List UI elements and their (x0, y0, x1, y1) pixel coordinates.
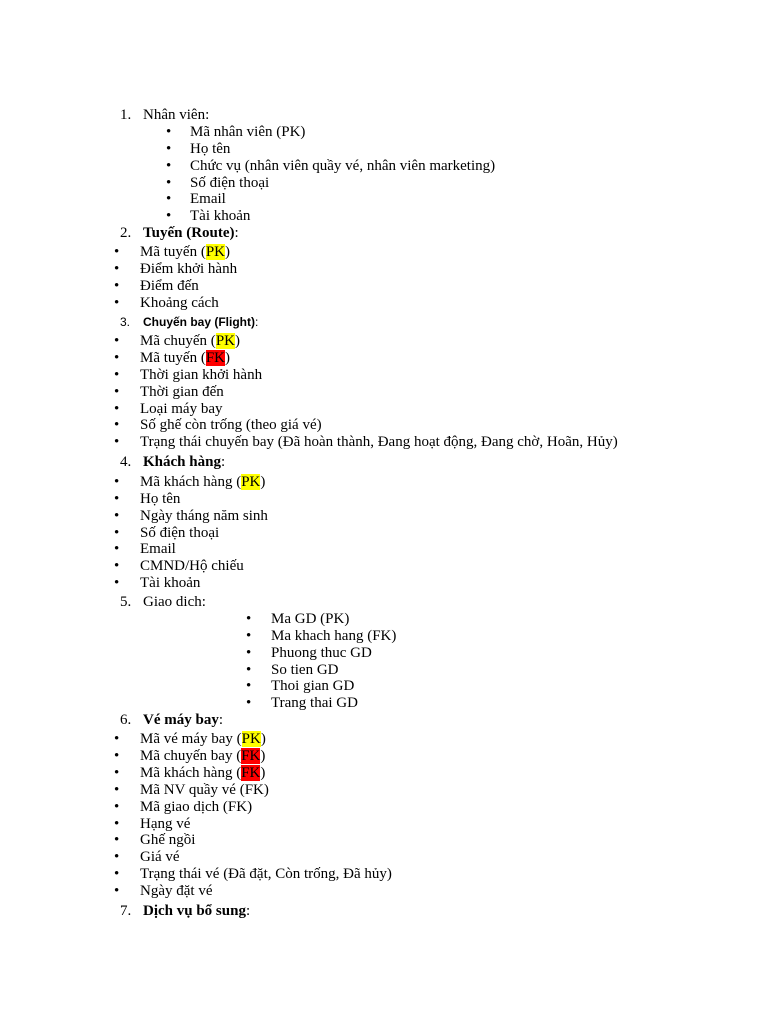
bullet: • (114, 782, 120, 798)
list-item-text: Mã chuyến bay (FK) (140, 748, 266, 764)
bullet: • (114, 575, 120, 591)
section-title: Vé máy bay (143, 712, 219, 728)
bullet: • (114, 384, 120, 400)
fk-highlight: FK (241, 748, 261, 764)
pk-highlight: PK (215, 333, 235, 349)
section-number: 4. (120, 454, 132, 470)
bullet: • (114, 434, 120, 450)
bullet: • (166, 191, 172, 207)
list-item-text: Hạng vé (140, 816, 191, 832)
bullet: • (114, 541, 120, 557)
fk-highlight: FK (241, 765, 261, 781)
list-item-text: Ngày tháng năm sinh (140, 508, 268, 524)
list-item-text: So tien GD (271, 662, 339, 678)
section-number: 6. (120, 712, 132, 728)
section-title: Khách hàng (143, 454, 221, 470)
bullet: • (114, 333, 120, 349)
bullet: • (114, 278, 120, 294)
bullet: • (166, 208, 172, 224)
bullet: • (114, 295, 120, 311)
section-title: Nhân viên: (143, 107, 210, 123)
list-item-text: Tài khoản (140, 575, 201, 591)
bullet: • (246, 662, 252, 678)
list-item-text: Thời gian đến (140, 384, 224, 400)
list-item-text: Trạng thái vé (Đã đặt, Còn trống, Đã hủy) (140, 866, 392, 882)
list-item-text: Tài khoản (190, 208, 251, 224)
bullet: • (114, 350, 120, 366)
list-item-text: Email (140, 541, 176, 557)
bullet: • (114, 558, 120, 574)
bullet: • (114, 474, 120, 490)
bullet: • (114, 832, 120, 848)
list-item-text: Điểm khởi hành (140, 261, 238, 277)
bullet: • (114, 731, 120, 747)
list-item-text: Mã tuyến (PK) (140, 244, 231, 260)
section-number: 1. (120, 107, 132, 123)
bullet: • (114, 261, 120, 277)
bullet: • (114, 748, 120, 764)
list-item-text: Ma GD (PK) (271, 611, 350, 627)
list-item-text: Số điện thoại (140, 525, 220, 541)
section-title: Dịch vụ bổ sung (143, 903, 246, 919)
section-title: Chuyến bay (Flight) (143, 315, 255, 329)
bullet: • (114, 508, 120, 524)
list-item-text: Khoảng cách (140, 295, 219, 311)
bullet: • (166, 175, 172, 191)
list-item-text: Ghế ngồi (140, 832, 196, 848)
list-item-text: Mã vé máy bay (PK) (140, 731, 266, 747)
bullet: • (114, 367, 120, 383)
list-item-text: Mã khách hàng (FK) (140, 765, 266, 781)
bullet: • (246, 678, 252, 694)
list-item-text: Phuong thuc GD (271, 645, 372, 661)
list-item-text: Trạng thái chuyến bay (Đã hoàn thành, Đang hoạt động, Đang chờ, Hoãn, Hủy) (140, 434, 618, 450)
list-item-text: Họ tên (140, 491, 181, 507)
list-item-text: Mã tuyến (FK) (140, 350, 231, 366)
bullet: • (246, 611, 252, 627)
list-item-text: Trang thai GD (271, 695, 358, 711)
list-item-text: Ngày đặt vé (140, 883, 213, 899)
bullet: • (114, 849, 120, 865)
bullet: • (246, 628, 252, 644)
bullet: • (114, 866, 120, 882)
list-item-text: CMND/Hộ chiếu (140, 558, 244, 574)
pk-highlight: PK (241, 474, 261, 490)
list-item-text: Mã chuyến (PK) (140, 333, 240, 349)
section-number: 3. (120, 315, 131, 329)
bullet: • (114, 799, 120, 815)
list-item-text: Họ tên (190, 141, 231, 157)
list-item-text: Mã nhân viên (PK) (190, 124, 306, 140)
list-item-text: Điểm đến (140, 278, 199, 294)
section-title: Giao dich: (143, 594, 206, 610)
section-number: 5. (120, 594, 132, 610)
bullet: • (166, 158, 172, 174)
bullet: • (166, 141, 172, 157)
list-item-text: Email (190, 191, 226, 207)
bullet: • (114, 417, 120, 433)
list-item-text: Chức vụ (nhân viên quầy vé, nhân viên marketing) (190, 158, 496, 174)
list-item-text: Mã khách hàng (PK) (140, 474, 266, 490)
section-number: 7. (120, 903, 132, 919)
bullet: • (114, 401, 120, 417)
section-number: 2. (120, 225, 132, 241)
bullet: • (114, 883, 120, 899)
bullet: • (114, 244, 120, 260)
bullet: • (246, 695, 252, 711)
list-item-text: Thoi gian GD (271, 678, 355, 694)
list-item-text: Số điện thoại (190, 175, 270, 191)
bullet: • (114, 491, 120, 507)
bullet: • (166, 124, 172, 140)
bullet: • (114, 525, 120, 541)
bullet: • (246, 645, 252, 661)
list-item-text: Thời gian khởi hành (140, 367, 263, 383)
list-item-text: Giá vé (140, 849, 180, 865)
fk-highlight: FK (205, 350, 226, 366)
pk-highlight: PK (241, 731, 261, 747)
list-item-text: Loại máy bay (140, 401, 223, 417)
pk-highlight: PK (205, 244, 226, 260)
list-item-text: Số ghế còn trống (theo giá vé) (140, 417, 322, 433)
bullet: • (114, 765, 120, 781)
bullet: • (114, 816, 120, 832)
section-title: Tuyến (Route) (143, 225, 235, 241)
list-item-text: Ma khach hang (FK) (271, 628, 397, 644)
list-item-text: Mã NV quầy vé (FK) (140, 782, 269, 798)
list-item-text: Mã giao dịch (FK) (140, 799, 253, 815)
